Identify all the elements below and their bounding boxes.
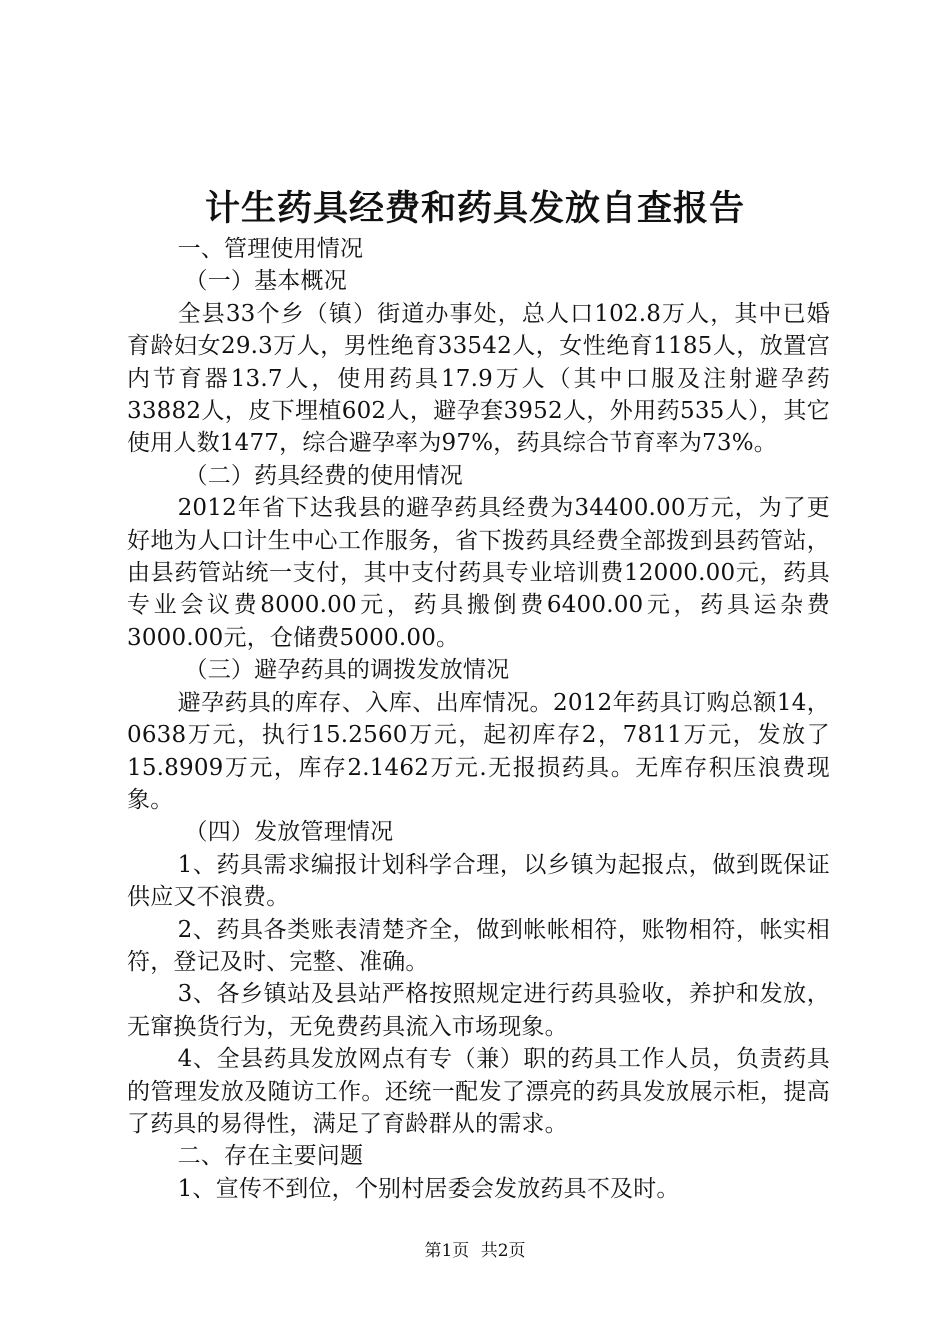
section-heading: 一、管理使用情况 (177, 236, 364, 262)
subsection-heading: （二）药具经费的使用情况 (184, 462, 463, 489)
document-body (127, 233, 830, 1205)
page-footer (0, 1239, 950, 1263)
subsection-heading: （四）发放管理情况 (184, 819, 394, 846)
body-paragraph: 4、全县药具发放网点有专（兼）职的药具工作人员，负责药具的管理发放及随访工作。还统一配发了漂亮的药具发放展示柜，提高了药具的易得性，满足了育龄群从的需求。 (127, 1046, 830, 1137)
section-heading: 二、存在主要问题 (177, 1143, 364, 1170)
subsection-heading: （三）避孕药具的调拨发放情况 (184, 657, 510, 684)
body-paragraph: 1、宣传不到位，个别村居委会发放药具不及时。 (177, 1175, 680, 1202)
body-paragraph: 2、药具各类账表清楚齐全，做到帐帐相符，账物相符，帐实相符，登记及时、完整、准确。 (127, 916, 830, 975)
document-title: 计生药具经费和药具发放自查报告 (204, 189, 745, 229)
subsection-heading: （一）基本概况 (184, 268, 347, 295)
page-number: 第1页 (424, 1241, 470, 1261)
page-total: 共2页 (480, 1241, 526, 1261)
body-paragraph: 全县33个乡（镇）街道办事处，总人口102.8万人，其中已婚育龄妇女29.3万人，男性绝育33542人，女性绝育1185人，放置宫内节育器13.7人，使用药具17.9万人（其中口服及注射避孕药33882人，皮下埋植602人，避孕套3952人，外用药535人），其它使用人数1477，综合避孕率为97%，药具综合节育率为73%。 (127, 300, 830, 457)
body-paragraph: 避孕药具的库存、入库、出库情况。2012年药具订购总额14，0638万元，执行15.2560万元，起初库存2，7811万元，发放了15.8909万元，库存2.1462万元.无报损药具。无库存积压浪费现象。 (127, 689, 830, 813)
body-paragraph: 1、药具需求编报计划科学合理，以乡镇为起报点，做到既保证供应又不浪费。 (127, 851, 830, 911)
body-paragraph: 3、各乡镇站及县站严格按照规定进行药具验收，养护和发放，无窜换货行为，无免费药具流入市场现象。 (127, 981, 830, 1040)
body-paragraph: 2012年省下达我县的避孕药具经费为34400.00万元，为了更好地为人口计生中心工作服务，省下拨药具经费全部拨到县药管站，由县药管站统一支付，其中支付药具专业培训费12000.00元，药具专业会议费8000.00元，药具搬倒费6400.00元，药具运杂费3000.00元，仓储费5000.00。 (127, 495, 830, 651)
